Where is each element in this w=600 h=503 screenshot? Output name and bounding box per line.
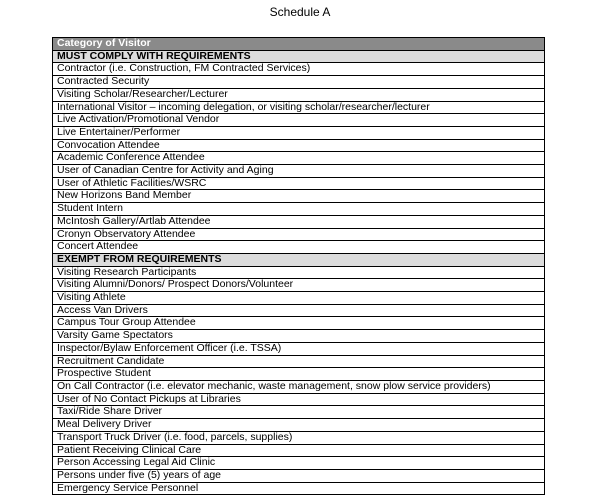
table-row	[53, 139, 545, 152]
table-row	[53, 266, 545, 279]
visitor-category-cell: International Visitor – incoming delegation, or visiting scholar/researcher/lecturer	[53, 101, 545, 114]
table-row	[53, 431, 545, 444]
table-row	[53, 419, 545, 432]
section-heading-row	[53, 253, 545, 266]
table-row	[53, 355, 545, 368]
table-row	[53, 190, 545, 203]
table-row	[53, 292, 545, 305]
visitor-category-cell: McIntosh Gallery/Artlab Attendee	[53, 215, 545, 228]
table-row	[53, 241, 545, 254]
visitor-category-cell: User of Athletic Facilities/WSRC	[53, 177, 545, 190]
table-row	[53, 126, 545, 139]
visitor-category-cell: Visiting Alumni/Donors/ Prospect Donors/Volunteer	[53, 279, 545, 292]
table-row	[53, 330, 545, 343]
visitor-category-cell: Meal Delivery Driver	[53, 419, 545, 432]
visitor-category-cell: User of No Contact Pickups at Libraries	[53, 393, 545, 406]
table-row	[53, 177, 545, 190]
table-row	[53, 342, 545, 355]
visitor-category-cell: Access Van Drivers	[53, 304, 545, 317]
visitor-category-cell: Contractor (i.e. Construction, FM Contracted Services)	[53, 63, 545, 76]
visitor-category-cell: Visiting Athlete	[53, 292, 545, 305]
table-row	[53, 380, 545, 393]
visitor-category-cell: Patient Receiving Clinical Care	[53, 444, 545, 457]
table-row	[53, 88, 545, 101]
visitor-category-cell: Recruitment Candidate	[53, 355, 545, 368]
section-heading: EXEMPT FROM REQUIREMENTS	[53, 253, 545, 266]
table-row	[53, 228, 545, 241]
visitor-category-cell: Varsity Game Spectators	[53, 330, 545, 343]
table-row	[53, 406, 545, 419]
table-row	[53, 469, 545, 482]
table-row	[53, 482, 545, 495]
table-row	[53, 63, 545, 76]
table-header-row	[53, 38, 545, 51]
visitor-category-table-body	[53, 38, 545, 495]
visitor-category-cell: Live Entertainer/Performer	[53, 126, 545, 139]
table-header-cell: Category of Visitor	[53, 38, 545, 51]
table-row	[53, 368, 545, 381]
visitor-category-cell: On Call Contractor (i.e. elevator mechanic, waste management, snow plow service providers)	[53, 380, 545, 393]
table-row	[53, 165, 545, 178]
table-row	[53, 114, 545, 127]
visitor-category-cell: Convocation Attendee	[53, 139, 545, 152]
table-row	[53, 279, 545, 292]
table-row	[53, 393, 545, 406]
visitor-category-cell: Person Accessing Legal Aid Clinic	[53, 457, 545, 470]
visitor-category-cell: Visiting Research Participants	[53, 266, 545, 279]
table-row	[53, 304, 545, 317]
visitor-category-cell: Visiting Scholar/Researcher/Lecturer	[53, 88, 545, 101]
table-row	[53, 76, 545, 89]
visitor-category-cell: Prospective Student	[53, 368, 545, 381]
table-row	[53, 101, 545, 114]
visitor-category-cell: Taxi/Ride Share Driver	[53, 406, 545, 419]
section-heading-row	[53, 50, 545, 63]
page-title: Schedule A	[269, 5, 331, 19]
visitor-category-cell: Transport Truck Driver (i.e. food, parcels, supplies)	[53, 431, 545, 444]
table-row	[53, 444, 545, 457]
table-row	[53, 152, 545, 165]
visitor-category-cell: Cronyn Observatory Attendee	[53, 228, 545, 241]
visitor-category-cell: Academic Conference Attendee	[53, 152, 545, 165]
visitor-category-cell: New Horizons Band Member	[53, 190, 545, 203]
visitor-category-cell: User of Canadian Centre for Activity and Aging	[53, 165, 545, 178]
visitor-category-cell: Campus Tour Group Attendee	[53, 317, 545, 330]
visitor-category-cell: Concert Attendee	[53, 241, 545, 254]
table-row	[53, 203, 545, 216]
visitor-category-table	[52, 37, 545, 495]
visitor-category-cell: Contracted Security	[53, 76, 545, 89]
visitor-category-cell: Student Intern	[53, 203, 545, 216]
visitor-category-cell: Live Activation/Promotional Vendor	[53, 114, 545, 127]
section-heading: MUST COMPLY WITH REQUIREMENTS	[53, 50, 545, 63]
visitor-category-cell: Emergency Service Personnel	[53, 482, 545, 495]
visitor-category-cell: Inspector/Bylaw Enforcement Officer (i.e. TSSA)	[53, 342, 545, 355]
table-row	[53, 317, 545, 330]
visitor-category-cell: Persons under five (5) years of age	[53, 469, 545, 482]
table-row	[53, 215, 545, 228]
table-row	[53, 457, 545, 470]
